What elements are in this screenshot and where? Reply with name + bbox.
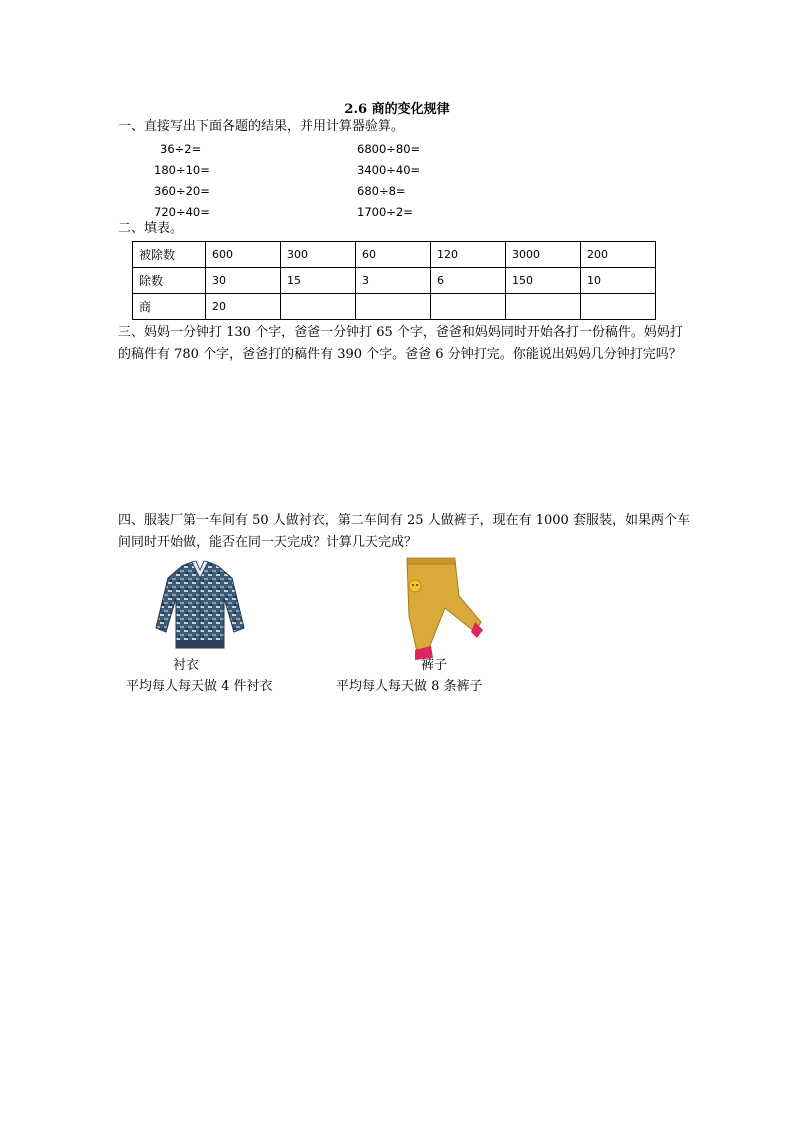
equation-right-2: 3400÷40= [357,163,421,177]
row-label: 被除数 [133,242,206,268]
table-row-dividend [133,242,656,268]
shirt-label: 衬衣 [173,658,200,673]
pants-rate-note: 平均每人每天做 8 条裤子 [336,679,483,694]
shirt-rate-note: 平均每人每天做 4 件衬衣 [126,679,273,694]
table-cell: 120 [431,242,506,268]
row-label: 商 [133,294,206,320]
equation-left-2: 180÷10= [154,163,210,177]
table-cell: 20 [206,294,281,320]
equation-left-4: 720÷40= [154,205,210,219]
section1-heading: 一、直接写出下面各题的结果，并用计算器验算。 [118,119,405,134]
table-cell: 600 [206,242,281,268]
row-label: 除数 [133,268,206,294]
table-cell: 10 [581,268,656,294]
answer-cell[interactable] [356,294,431,320]
page-title: 2.6 商的变化规律 [344,102,450,117]
answer-cell[interactable] [431,294,506,320]
table-cell: 200 [581,242,656,268]
table-cell: 30 [206,268,281,294]
table-cell: 300 [281,242,356,268]
section4-problem: 四、服装厂第一车间有 50 人做衬衣，第二车间有 25 人做裤子，现在有 1000 套服装，如果两个车间同时开始做，能否在同一天完成？计算几天完成？ [118,513,690,550]
equation-right-3: 680÷8= [357,184,406,198]
table-cell: 3 [356,268,431,294]
section3-problem: 三、妈妈一分钟打 130 个字，爸爸一分钟打 65 个字，爸爸和妈妈同时开始各打一份稿件。妈妈打的稿件有 780 个字，爸爸打的稿件有 390 个字。爸爸 6 分钟打完。你能说出妈妈几分钟打完吗？ [118,325,683,362]
fill-in-table [132,241,656,320]
equation-left-3: 360÷20= [154,184,210,198]
equation-right-4: 1700÷2= [357,205,413,219]
equation-right-1: 6800÷80= [357,142,421,156]
answer-cell[interactable] [281,294,356,320]
table-cell: 60 [356,242,431,268]
table-row-quotient [133,294,656,320]
table-cell: 15 [281,268,356,294]
table-cell: 3000 [506,242,581,268]
equation-left-1: 36÷2= [160,142,202,156]
shirt-image [152,558,248,654]
answer-cell[interactable] [581,294,656,320]
answer-cell[interactable] [506,294,581,320]
table-cell: 150 [506,268,581,294]
table-cell: 6 [431,268,506,294]
pants-label: 裤子 [421,658,448,673]
pants-image [385,556,485,666]
section2-heading: 二、填表。 [118,221,184,236]
table-row-divisor [133,268,656,294]
